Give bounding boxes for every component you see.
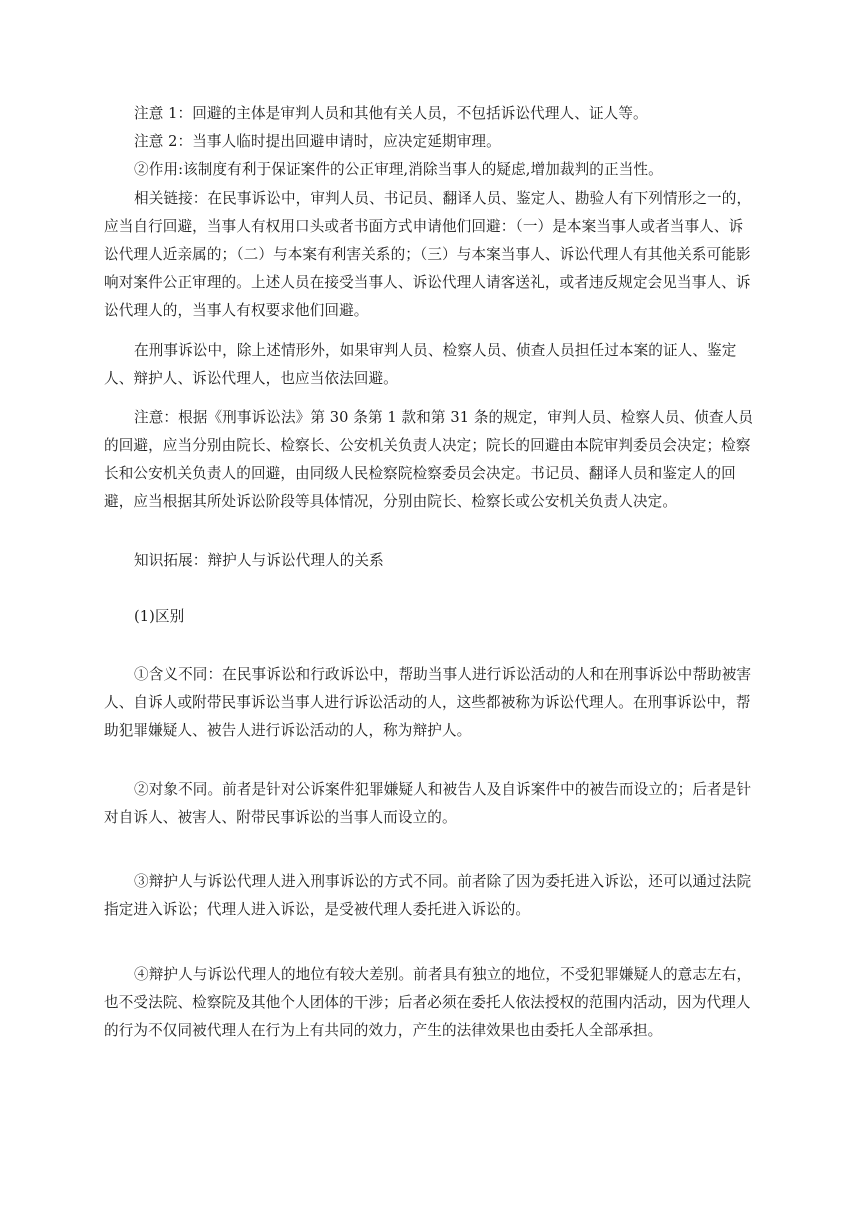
- difference-2-paragraph: ②对象不同。前者是针对公诉案件犯罪嫌疑人和被告人及自诉案件中的被告而设立的；后者是针对自诉人、被害人、附带民事诉讼的当事人而设立的。: [104, 781, 752, 826]
- difference-3-paragraph: ③辩护人与诉讼代理人进入刑事诉讼的方式不同。前者除了因为委托进入诉讼，还可以通过法院指定进入诉讼；代理人进入诉讼，是受被代理人委托进入诉讼的。: [104, 873, 752, 918]
- difference-heading: (1)区别: [134, 608, 185, 625]
- difference-1-paragraph: ①含义不同：在民事诉讼和行政诉讼中，帮助当事人进行诉讼活动的人和在刑事诉讼中帮助被害人、自诉人或附带民事诉讼当事人进行诉讼活动的人，这些都被称为诉讼代理人。在刑事诉讼中，帮助犯罪嫌疑人、被告人进行诉讼活动的人，称为辩护人。: [104, 666, 752, 739]
- function-paragraph: ②作用:该制度有利于保证案件的公正审理,消除当事人的疑虑,增加裁判的正当性。: [134, 161, 663, 178]
- note-3-paragraph: 注意：根据《刑事诉讼法》第 30 条第 1 款和第 31 条的规定，审判人员、检察人员、侦查人员的回避，应当分别由院长、检察长、公安机关负责人决定；院长的回避由本院审判委员会决定；检察长和公安机关负责人的回避，由同级人民检察院检察委员会决定。书记员、翻译人员和鉴定人的回避，应当根据其所处诉讼阶段等具体情况，分别由院长、检察长或公安机关负责人决定。: [104, 409, 754, 510]
- note-2-paragraph: 注意 2：当事人临时提出回避申请时，应决定延期审理。: [134, 133, 501, 150]
- criminal-procedure-paragraph: 在刑事诉讼中，除上述情形外，如果审判人员、检察人员、侦查人员担任过本案的证人、鉴定人、辩护人、诉讼代理人，也应当依法回避。: [104, 342, 737, 387]
- knowledge-extension-title: 知识拓展：辩护人与诉讼代理人的关系: [134, 552, 384, 569]
- related-link-paragraph: 相关链接：在民事诉讼中，审判人员、书记员、翻译人员、鉴定人、勘验人有下列情形之一的，应当自行回避，当事人有权用口头或者书面方式申请他们回避：（一）是本案当事人或者当事人、诉讼代理人近亲属的；（二）与本案有利害关系的；（三）与本案当事人、诉讼代理人有其他关系可能影响对案件公正审理的。上述人员在接受当事人、诉讼代理人请客送礼，或者违反规定会见当事人、诉讼代理人的，当事人有权要求他们回避。: [104, 190, 752, 319]
- difference-4-paragraph: ④辩护人与诉讼代理人的地位有较大差别。前者具有独立的地位，不受犯罪嫌疑人的意志左右，也不受法院、检察院及其他个人团体的干涉；后者必须在委托人依法授权的范围内活动，因为代理人的行为不仅同被代理人在行为上有共同的效力，产生的法律效果也由委托人全部承担。: [104, 966, 752, 1039]
- note-1-paragraph: 注意 1：回避的主体是审判人员和其他有关人员，不包括诉讼代理人、证人等。: [134, 105, 648, 122]
